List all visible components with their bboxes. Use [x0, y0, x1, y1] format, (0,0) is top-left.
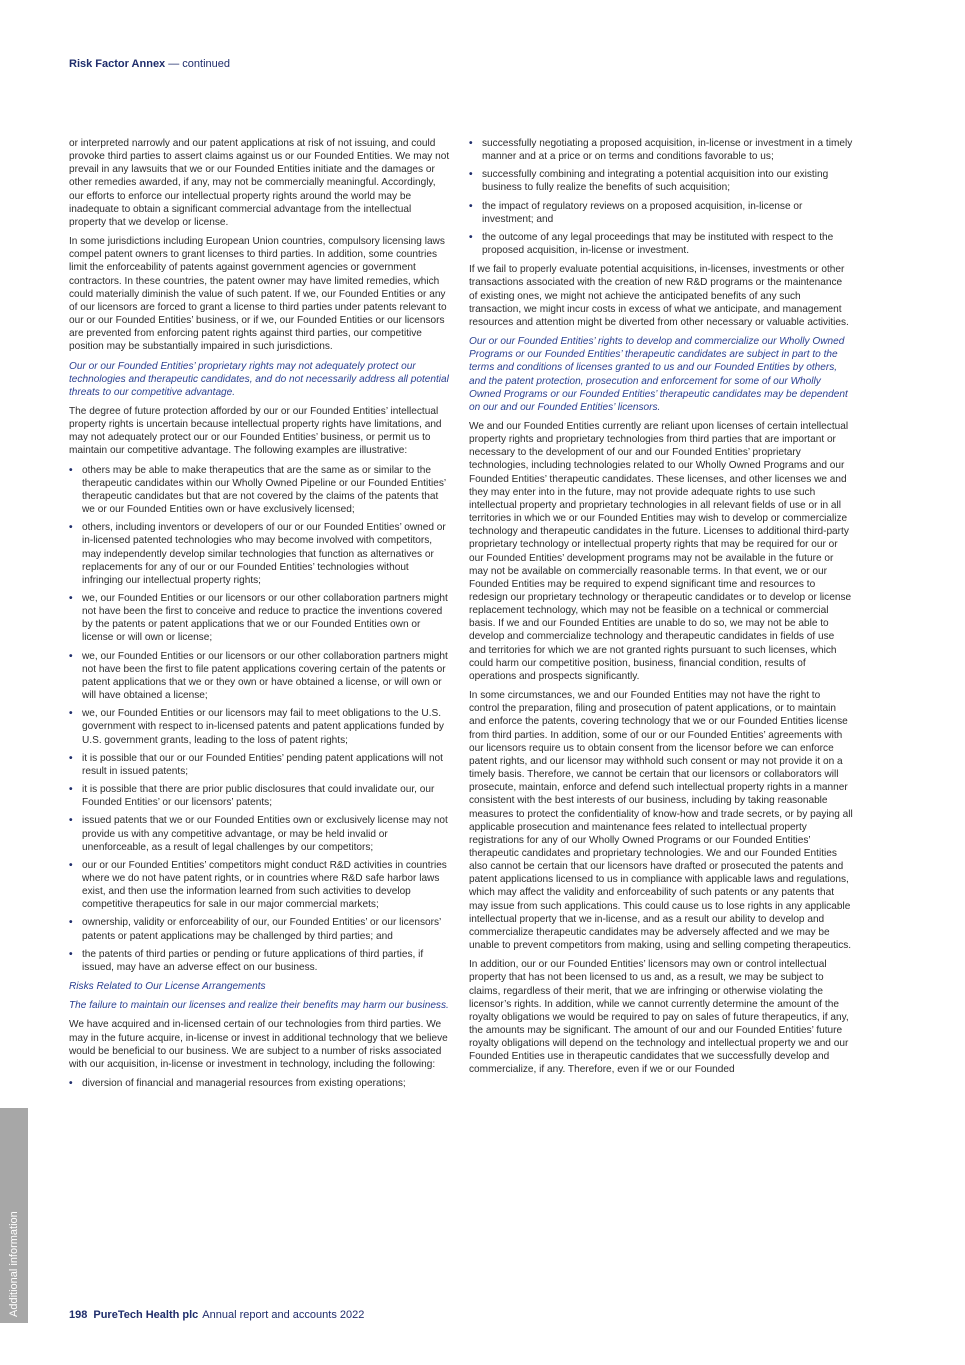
section-title: Risk Factor Annex [69, 58, 166, 70]
list-item: • it is possible that our or our Founded Entities’ pending patent applications will not result in issued patents; [69, 752, 443, 777]
page-header [69, 58, 230, 70]
bullet-icon: • [69, 522, 73, 534]
company-name: PureTech Health plc [93, 1309, 199, 1321]
risk-heading: Our or our Founded Entities’ proprietary rights may not adequately protect our technologies and therapeutic candidates, and do not necessarily address all potential threats to our competitive advantage. [69, 360, 449, 398]
bullet-icon: • [69, 948, 73, 960]
paragraph: We and our Founded Entities currently are reliant upon licenses of certain intellectual property rights and proprietary technologies from third parties that are important or necessary to the development of our and our Founded Entities’ proprietary technologies, including technologies related to our Wholly Owned Programs and our Founded Entities’ therapeutic candidates. These licenses, and other licenses we and they may enter into in the future, may not provide adequate rights to use such intellectual property and proprietary technologies in all relevant fields of use or in all territories in which we or our Founded Entities may wish to develop or commercialize technology and therapeutic candidates in the future. Licenses to additional third-party proprietary technology or intellectual property rights that may be required for our or our Founded Entities’ development programs may not be available in the future or may not be available on commercially reasonable terms. In that event, we or our Founded Entities may be required to expend significant time and resources to redesign our proprietary technology or therapeutic candidates or to develop or license replacement technology, which may not be feasible on a technical or commercial basis. If we and our Founded Entities are unable to do so, we may not be able to develop and commercialize technology and therapeutic candidates in fields of use and territories for which we are not granted rights pursuant to such licenses, which could harm our competitive position, business, financial condition, results of operations and prospects significantly. [469, 420, 852, 682]
bullet-icon: • [69, 708, 73, 720]
bullet-icon: • [69, 464, 73, 476]
bullet-icon: • [469, 138, 473, 149]
paragraph: We have acquired and in-licensed certain of our technologies from third parties. We may in the future acquire, in-license or invest in additional technology that we believe would be beneficial to our business. We are subject to a number of risks associated with our acquisition, in-license or investment in technology, including the following: [69, 1019, 448, 1070]
side-tab [0, 1108, 28, 1323]
list-item: • we, our Founded Entities or our licensors or our other collaboration partners might not have been the first to conceive and reduce to practice the inventions covered by the patents or patent applications that we or our Founded Entities own or license or will own or license; [69, 593, 448, 644]
bullet-icon: • [69, 815, 73, 827]
list-item: • we, our Founded Entities or our licensors may fail to meet obligations to the U.S. government with respect to in-licensed patents and patent applications funded by U.S. government grants, leading to the loss of patent rights; [69, 708, 444, 746]
bullet-icon: • [469, 231, 473, 243]
list-item: • issued patents that we or our Founded Entities own or exclusively license may not provide us with any competitive advantage, or may be held invalid or unenforceable, as a result of legal challenges by our competitors; [69, 815, 448, 853]
paragraph: In addition, our or our Founded Entities’ licensors may own or control intellectual property that has not been licensed to us and, as a result, we may be subject to claims, regardless of their merit, that we are infringing or otherwise violating the licensor’s rights. In addition, while we cannot currently determine the amount of the royalty obligations we would be required to pay on sales of future therapeutics, if any, the amounts may be significant. The amount of our and our Founded Entities’ future royalty obligations will depend on the technology and intellectual property we and our Founded Entities use in therapeutic candidates that we successfully develop and commercialize, if any. Therefore, even if we or our Founded [469, 959, 849, 1076]
bullet-list [469, 137, 853, 257]
list-item: • our or our Founded Entities’ competitors might conduct R&D activities in countries where we do not have patent rights, or in countries where R&D safe harbor laws exist, and then use the information learned from such activities to develop competitive therapeutics for sale in our major commercial markets; [69, 859, 447, 911]
page-footer [69, 1309, 364, 1321]
list-item: • others, including inventors or developers of our or our Founded Entities’ owned or in-licensed patented technologies who may become involved with competitors, may independently develop similar technologies that function as alternatives or replacements for any of our or our Founded Entities’ technologies without infringing our intellectual property rights; [69, 522, 446, 586]
section-heading: Risks Related to Our License Arrangements [69, 981, 266, 993]
list-item: • diversion of financial and managerial resources from existing operations; [69, 1078, 406, 1089]
list-item: • it is possible that there are prior public disclosures that could invalidate our, our Founded Entities’ or our licensors’ patents; [69, 784, 435, 809]
paragraph: In some circumstances, we and our Founded Entities may not have the right to control the preparation, filing and prosecution of patent applications, or to maintain and enforce the patents, covering technology that we or our Founded Entities license from third parties. In addition, some of our or our Founded Entities’ agreements with our licensors require us to obtain consent from the licensor before we can enforce patent rights, and our licensor may withhold such consent or may not provide it on a timely basis. Therefore, we cannot be certain that our licensors or collaborators will prosecute, maintain, enforce and defend such intellectual property rights in a manner consistent with the best interests of our business, including by taking reasonable measures to protect the confidentiality of know-how and trade secrets, or by paying all applicable prosecution and maintenance fees related to intellectual property registrations for any of our Wholly Owned Programs or our Founded Entities’ therapeutic candidates and proprietary technologies. We and our Founded Entities also cannot be certain that our licensors have drafted or prosecuted the patents and patent applications licensed to us in compliance with applicable laws and regulations, which may affect the validity and enforceability of such patents or any patents that may issue from such applications. This could cause us to lose rights in any applicable intellectual property that we in-license, and as a result our ability to develop and commercialize therapeutic candidates may be adversely affected and we may be unable to prevent competitors from making, using and selling competing therapeutics. [469, 690, 853, 952]
paragraph: The degree of future protection afforded by our or our Founded Entities’ intellectual property rights is uncertain because intellectual property rights have limitations, and may not adequately protect our or our Founded Entities’ business, or permit us to maintain our competitive advantage. The following examples are illustrative: [69, 405, 442, 457]
bullet-icon: • [469, 169, 473, 181]
bullet-icon: • [69, 1078, 73, 1089]
bullet-icon: • [69, 784, 73, 796]
bullet-list [69, 464, 451, 974]
bullet-icon: • [69, 593, 73, 604]
bullet-icon: • [469, 200, 473, 212]
bullet-icon: • [69, 917, 73, 929]
right-column [469, 137, 853, 1083]
left-column [69, 137, 451, 1096]
list-item: • we, our Founded Entities or our licensors or our other collaboration partners might not have been the first to file patent applications covering certain of the patents or patent applications that we or they own or have obtained a license, or will own or will have obtained a license; [69, 650, 448, 702]
page-number: 198 [69, 1309, 88, 1321]
report-title: Annual report and accounts 2022 [202, 1309, 365, 1321]
list-item: • successfully combining and integrating a potential acquisition into our existing business to fully realize the benefits of such acquisition; [469, 169, 829, 194]
list-item: • the outcome of any legal proceedings that may be instituted with respect to the proposed acquisition, in-license or investment. [469, 231, 834, 257]
paragraph: If we fail to properly evaluate potential acquisitions, in-licenses, investments or other transactions associated with the creation of new R&D programs or the maintenance of existing ones, we might not achieve the anticipated benefits of any such transaction, we might incur costs in excess of what we anticipate, and management resources and attention might be diverted from other necessary or valuable activities. [469, 264, 849, 328]
bullet-icon: • [69, 752, 73, 764]
list-item: • ownership, validity or enforceability of our, our Founded Entities’ or our licensors’ patents or patent applications may be challenged by third parties; and [69, 917, 441, 942]
risk-heading: The failure to maintain our licenses and realize their benefits may harm our business. [69, 1000, 449, 1012]
bullet-icon: • [69, 859, 73, 871]
risk-heading: Our or our Founded Entities’ rights to develop and commercialize our Wholly Owned Programs or our Founded Entities’ therapeutic candidates are subject in part to the terms and conditions of licenses granted to us and our Founded Entities by others, and the patent protection, prosecution and enforcement for some of our Wholly Owned Programs or our Founded Entities’ therapeutic candidates may be dependent on our and our Founded Entities’ licensors. [469, 336, 848, 413]
bullet-list [69, 1077, 451, 1090]
bullet-icon: • [69, 650, 73, 662]
list-item: • others may be able to make therapeutics that are the same as or similar to the therapeutic candidates within our Wholly Owned Pipeline or our Founded Entities’ therapeutic candidates but that are not covered by the claims of the patents that we or our Founded Entities own or have exclusively licensed; [69, 464, 446, 516]
list-item: • the impact of regulatory reviews on a proposed acquisition, in-license or investment; and [469, 200, 803, 225]
side-tab-label: Additional information [8, 1211, 20, 1317]
paragraph: or interpreted narrowly and our patent applications at risk of not issuing, and could provoke third parties to assert claims against us or our Founded Entities. We may not prevail in any lawsuits that we or our Founded Entities initiate and the damages or other remedies awarded, if any, may not be commercially meaningful. Accordingly, our efforts to enforce our intellectual property rights around the world may be inadequate to obtain a significant commercial advantage from the intellectual property that we develop or license. [69, 138, 450, 228]
list-item: • successfully negotiating a proposed acquisition, in-license or investment in a timely manner and at a price or on terms and conditions favorable to us; [469, 138, 853, 163]
paragraph: In some jurisdictions including European Union countries, compulsory licensing laws compel patent owners to grant licenses to third parties. In addition, some countries limit the enforceability of patents against government agencies or government contractors. In these countries, the patent owner may have limited remedies, which could materially diminish the value of such patent. If we, our Founded Entities or any of our licensors are forced to grant a license to third parties under patents relevant to our or our Founded Entities’ business, or if we, our Founded Entities or our licensors are prevented from enforcing patent rights against third parties, our competitive position may be substantially impaired in such jurisdictions. [69, 236, 447, 353]
list-item: • the patents of third parties or pending or future applications of third parties, if issued, may have an adverse effect on our business. [69, 948, 424, 973]
continued-label: — continued [165, 58, 231, 70]
